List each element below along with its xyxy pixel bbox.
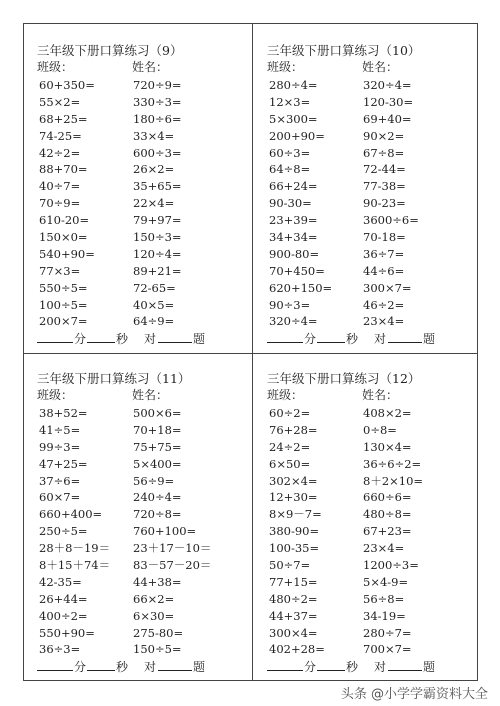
problem-right: 70+18= — [133, 422, 182, 437]
problem-right: 83－57－20＝ — [133, 558, 212, 573]
problem-row — [37, 280, 252, 297]
class-label: 班级： — [267, 60, 304, 74]
problem-right: 130×4= — [363, 439, 412, 454]
problem-row — [267, 591, 482, 608]
answer-blank — [388, 658, 422, 671]
problem-row — [267, 246, 482, 263]
problem-row — [37, 263, 252, 280]
problem-left: 12+30= — [269, 490, 318, 505]
problem-right: 8＋2×10= — [363, 473, 424, 488]
problem-row — [267, 111, 482, 128]
problem-right: 150÷5= — [133, 642, 182, 657]
worksheet-panel — [37, 370, 252, 690]
problem-row — [37, 405, 252, 422]
problem-row — [267, 506, 482, 523]
problem-left: 100÷5= — [39, 297, 88, 312]
problem-left: 90-30= — [269, 196, 312, 211]
footer-seconds-label: 秒 — [346, 332, 359, 347]
problem-row — [267, 145, 482, 162]
problem-right: 23×4= — [363, 541, 405, 556]
problem-left: 55×2= — [39, 94, 81, 109]
footer-questions-label: 题 — [193, 660, 206, 675]
problem-right: 89+21= — [133, 263, 182, 278]
problem-row — [267, 77, 482, 94]
problem-left: 150×0= — [39, 230, 88, 245]
problem-left: 88+70= — [39, 162, 88, 177]
problem-row — [37, 641, 252, 658]
problem-row — [37, 473, 252, 490]
problem-row — [37, 111, 252, 128]
problem-row — [267, 229, 482, 246]
footer-correct-label: 对 — [374, 660, 387, 675]
problem-right: 300×7= — [363, 280, 412, 295]
problem-left: 8＋15＋74＝ — [39, 558, 111, 573]
problem-left: 540+90= — [39, 246, 95, 261]
problem-right: 120-30= — [363, 94, 414, 109]
problem-row — [267, 439, 482, 456]
worksheet-page — [23, 23, 478, 681]
footer-questions-label: 题 — [193, 332, 206, 347]
problem-row — [37, 145, 252, 162]
problem-row — [37, 557, 252, 574]
problem-right: 275-80= — [133, 625, 184, 640]
footer-minutes-label: 分 — [304, 332, 317, 347]
name-label: 姓名： — [132, 60, 169, 74]
problem-right: 44÷6= — [363, 263, 405, 278]
problem-left: 400÷2= — [39, 608, 88, 623]
problem-right: 66×2= — [133, 591, 175, 606]
problem-right: 40×5= — [133, 297, 175, 312]
problem-right: 67+23= — [363, 524, 412, 539]
problem-right: 120÷4= — [133, 246, 182, 261]
problem-left: 60+350= — [39, 78, 95, 92]
problem-right: 760+100= — [133, 524, 197, 539]
problem-row — [267, 523, 482, 540]
problem-row — [267, 195, 482, 212]
problem-right: 600÷3= — [133, 145, 182, 160]
problem-left: 620+150= — [269, 280, 333, 295]
problem-row — [267, 297, 482, 314]
problem-left: 8×9－7= — [269, 507, 322, 522]
problem-row — [267, 456, 482, 473]
name-label: 姓名： — [132, 388, 169, 402]
footer-minutes-label: 分 — [74, 332, 87, 347]
problem-row — [37, 625, 252, 642]
problem-left: 77×3= — [39, 263, 81, 278]
problem-left: 5×300= — [269, 111, 318, 126]
problem-right: 35+65= — [133, 179, 182, 194]
class-label: 班级： — [37, 388, 74, 402]
answer-blank — [37, 658, 73, 671]
answer-blank — [267, 658, 303, 671]
class-label: 班级： — [267, 388, 304, 402]
worksheet-header — [267, 59, 482, 76]
footer-seconds-label: 秒 — [346, 660, 359, 675]
problem-right: 280÷7= — [363, 625, 412, 640]
problem-row — [37, 178, 252, 195]
watermark: 头条 @小学学霸资料大全 — [340, 687, 488, 702]
problem-row — [37, 128, 252, 145]
worksheet-panel — [267, 42, 482, 362]
problem-row — [37, 489, 252, 506]
problem-row — [37, 591, 252, 608]
problem-row — [267, 489, 482, 506]
problem-left: 50÷7= — [269, 558, 311, 573]
worksheet-panel — [37, 42, 252, 362]
problem-right: 240÷4= — [133, 490, 182, 505]
worksheet-title: 三年级下册口算练习（12） — [267, 371, 421, 386]
problem-row — [37, 212, 252, 229]
problem-left: 28＋8－19＝ — [39, 541, 111, 556]
problem-left: 610-20= — [39, 213, 90, 228]
problem-left: 40÷7= — [39, 179, 81, 194]
problem-left: 480÷2= — [269, 591, 318, 606]
problem-left: 100-35= — [269, 541, 320, 556]
problem-left: 47+25= — [39, 456, 88, 471]
problem-right: 34-19= — [363, 608, 406, 623]
worksheet-panel — [267, 370, 482, 690]
problem-row — [37, 574, 252, 591]
answer-blank — [317, 658, 345, 671]
problem-list — [37, 405, 252, 658]
problem-row — [37, 456, 252, 473]
problem-left: 660+400= — [39, 507, 103, 522]
problem-left: 70+450= — [269, 263, 325, 278]
problem-left: 74-25= — [39, 128, 82, 143]
problem-row — [37, 608, 252, 625]
problem-right: 6×30= — [133, 608, 175, 623]
problem-left: 99÷3= — [39, 439, 81, 454]
problem-left: 42÷2= — [39, 145, 81, 160]
problem-row — [267, 313, 482, 330]
problem-right: 1200÷3= — [363, 558, 419, 573]
problem-row — [37, 313, 252, 330]
problem-right: 64÷9= — [133, 314, 175, 329]
problem-right: 150÷3= — [133, 230, 182, 245]
problem-row — [37, 195, 252, 212]
footer-minutes-label: 分 — [74, 660, 87, 675]
problem-right: 3600÷6= — [363, 213, 419, 228]
problem-right: 69+40= — [363, 111, 412, 126]
problem-right: 700×7= — [363, 642, 412, 657]
problem-right: 23×4= — [363, 314, 405, 329]
problem-right: 79+97= — [133, 213, 182, 228]
problem-row — [37, 540, 252, 557]
problem-right: 26×2= — [133, 162, 175, 177]
score-line — [267, 658, 482, 676]
problem-row — [267, 212, 482, 229]
worksheet-header — [37, 59, 252, 76]
problem-row — [267, 94, 482, 111]
worksheet-header — [37, 387, 252, 404]
problem-list — [37, 77, 252, 330]
name-label: 姓名： — [362, 60, 399, 74]
problem-left: 41÷5= — [39, 422, 81, 437]
problem-row — [267, 641, 482, 658]
problem-left: 12×3= — [269, 94, 311, 109]
answer-blank — [158, 330, 192, 343]
problem-right: 36÷6÷2= — [363, 456, 422, 471]
problem-row — [37, 297, 252, 314]
problem-list — [267, 77, 482, 330]
problem-row — [37, 523, 252, 540]
problem-left: 38+52= — [39, 406, 88, 420]
problem-row — [267, 178, 482, 195]
problem-row — [267, 422, 482, 439]
problem-left: 90÷3= — [269, 297, 311, 312]
problem-row — [37, 422, 252, 439]
problem-left: 320÷4= — [269, 314, 318, 329]
answer-blank — [267, 330, 303, 343]
problem-left: 60÷2= — [269, 406, 311, 420]
problem-row — [37, 229, 252, 246]
problem-row — [267, 263, 482, 280]
problem-right: 480÷8= — [363, 507, 412, 522]
problem-left: 550+90= — [39, 625, 95, 640]
worksheet-header — [267, 387, 482, 404]
problem-right: 75+75= — [133, 439, 182, 454]
problem-right: 70-18= — [363, 230, 406, 245]
problem-left: 900-80= — [269, 246, 320, 261]
problem-left: 550÷5= — [39, 280, 88, 295]
name-label: 姓名： — [362, 388, 399, 402]
problem-left: 60×7= — [39, 490, 81, 505]
problem-right: 72-65= — [133, 280, 176, 295]
problem-left: 402+28= — [269, 642, 325, 657]
problem-right: 720÷8= — [133, 507, 182, 522]
problem-right: 720÷9= — [133, 78, 182, 92]
problem-left: 24÷2= — [269, 439, 311, 454]
problem-right: 660÷6= — [363, 490, 412, 505]
problem-left: 66+24= — [269, 179, 318, 194]
problem-row — [267, 557, 482, 574]
problem-row — [267, 128, 482, 145]
problem-right: 77-38= — [363, 179, 406, 194]
problem-left: 36÷3= — [39, 642, 81, 657]
problem-left: 70÷9= — [39, 196, 81, 211]
problem-left: 64÷8= — [269, 162, 311, 177]
footer-seconds-label: 秒 — [116, 332, 129, 347]
problem-row — [267, 473, 482, 490]
problem-right: 56÷9= — [133, 473, 175, 488]
answer-blank — [87, 658, 115, 671]
problem-list — [267, 405, 482, 658]
problem-right: 180÷6= — [133, 111, 182, 126]
problem-right: 22×4= — [133, 196, 175, 211]
problem-left: 280÷4= — [269, 78, 318, 92]
problem-row — [267, 161, 482, 178]
problem-right: 500×6= — [133, 406, 182, 420]
problem-right: 56÷8= — [363, 591, 405, 606]
problem-left: 42-35= — [39, 574, 82, 589]
problem-left: 302×4= — [269, 473, 318, 488]
problem-row — [37, 246, 252, 263]
worksheet-title: 三年级下册口算练习（9） — [37, 43, 183, 58]
problem-left: 76+28= — [269, 422, 318, 437]
problem-left: 34+34= — [269, 230, 318, 245]
problem-left: 200×7= — [39, 314, 88, 329]
problem-right: 33×4= — [133, 128, 175, 143]
problem-left: 68+25= — [39, 111, 88, 126]
problem-right: 90×2= — [363, 128, 405, 143]
problem-left: 23+39= — [269, 213, 318, 228]
answer-blank — [87, 330, 115, 343]
worksheet-title: 三年级下册口算练习（10） — [267, 43, 421, 58]
problem-right: 330÷3= — [133, 94, 182, 109]
footer-questions-label: 题 — [423, 660, 436, 675]
problem-row — [267, 405, 482, 422]
problem-right: 72-44= — [363, 162, 406, 177]
problem-left: 300×4= — [269, 625, 318, 640]
problem-right: 320÷4= — [363, 78, 412, 92]
problem-left: 380-90= — [269, 524, 320, 539]
problem-right: 67÷8= — [363, 145, 405, 160]
footer-questions-label: 题 — [423, 332, 436, 347]
score-line — [37, 658, 252, 676]
footer-correct-label: 对 — [144, 660, 157, 675]
problem-row — [267, 625, 482, 642]
problem-row — [37, 77, 252, 94]
footer-correct-label: 对 — [374, 332, 387, 347]
class-label: 班级： — [37, 60, 74, 74]
answer-blank — [158, 658, 192, 671]
problem-right: 0÷8= — [363, 422, 397, 437]
problem-row — [267, 540, 482, 557]
problem-right: 23＋17－10＝ — [133, 541, 212, 556]
answer-blank — [317, 330, 345, 343]
answer-blank — [388, 330, 422, 343]
problem-row — [37, 161, 252, 178]
problem-row — [267, 280, 482, 297]
footer-minutes-label: 分 — [304, 660, 317, 675]
problem-left: 26+44= — [39, 591, 88, 606]
footer-seconds-label: 秒 — [116, 660, 129, 675]
vertical-divider — [252, 24, 253, 680]
problem-right: 408×2= — [363, 406, 412, 420]
problem-row — [37, 506, 252, 523]
problem-row — [37, 439, 252, 456]
worksheet-title: 三年级下册口算练习（11） — [37, 371, 191, 386]
problem-right: 46÷2= — [363, 297, 405, 312]
problem-left: 200+90= — [269, 128, 325, 143]
score-line — [267, 330, 482, 348]
problem-left: 250÷5= — [39, 524, 88, 539]
footer-correct-label: 对 — [144, 332, 157, 347]
problem-left: 44+37= — [269, 608, 318, 623]
answer-blank — [37, 330, 73, 343]
problem-right: 44+38= — [133, 574, 182, 589]
problem-row — [267, 608, 482, 625]
score-line — [37, 330, 252, 348]
problem-right: 5×4-9= — [363, 574, 409, 589]
problem-left: 6×50= — [269, 456, 311, 471]
problem-left: 60÷3= — [269, 145, 311, 160]
problem-right: 90-23= — [363, 196, 406, 211]
problem-row — [37, 94, 252, 111]
problem-right: 36÷7= — [363, 246, 405, 261]
problem-row — [267, 574, 482, 591]
problem-left: 77+15= — [269, 574, 318, 589]
problem-left: 37÷6= — [39, 473, 81, 488]
problem-right: 5×400= — [133, 456, 182, 471]
